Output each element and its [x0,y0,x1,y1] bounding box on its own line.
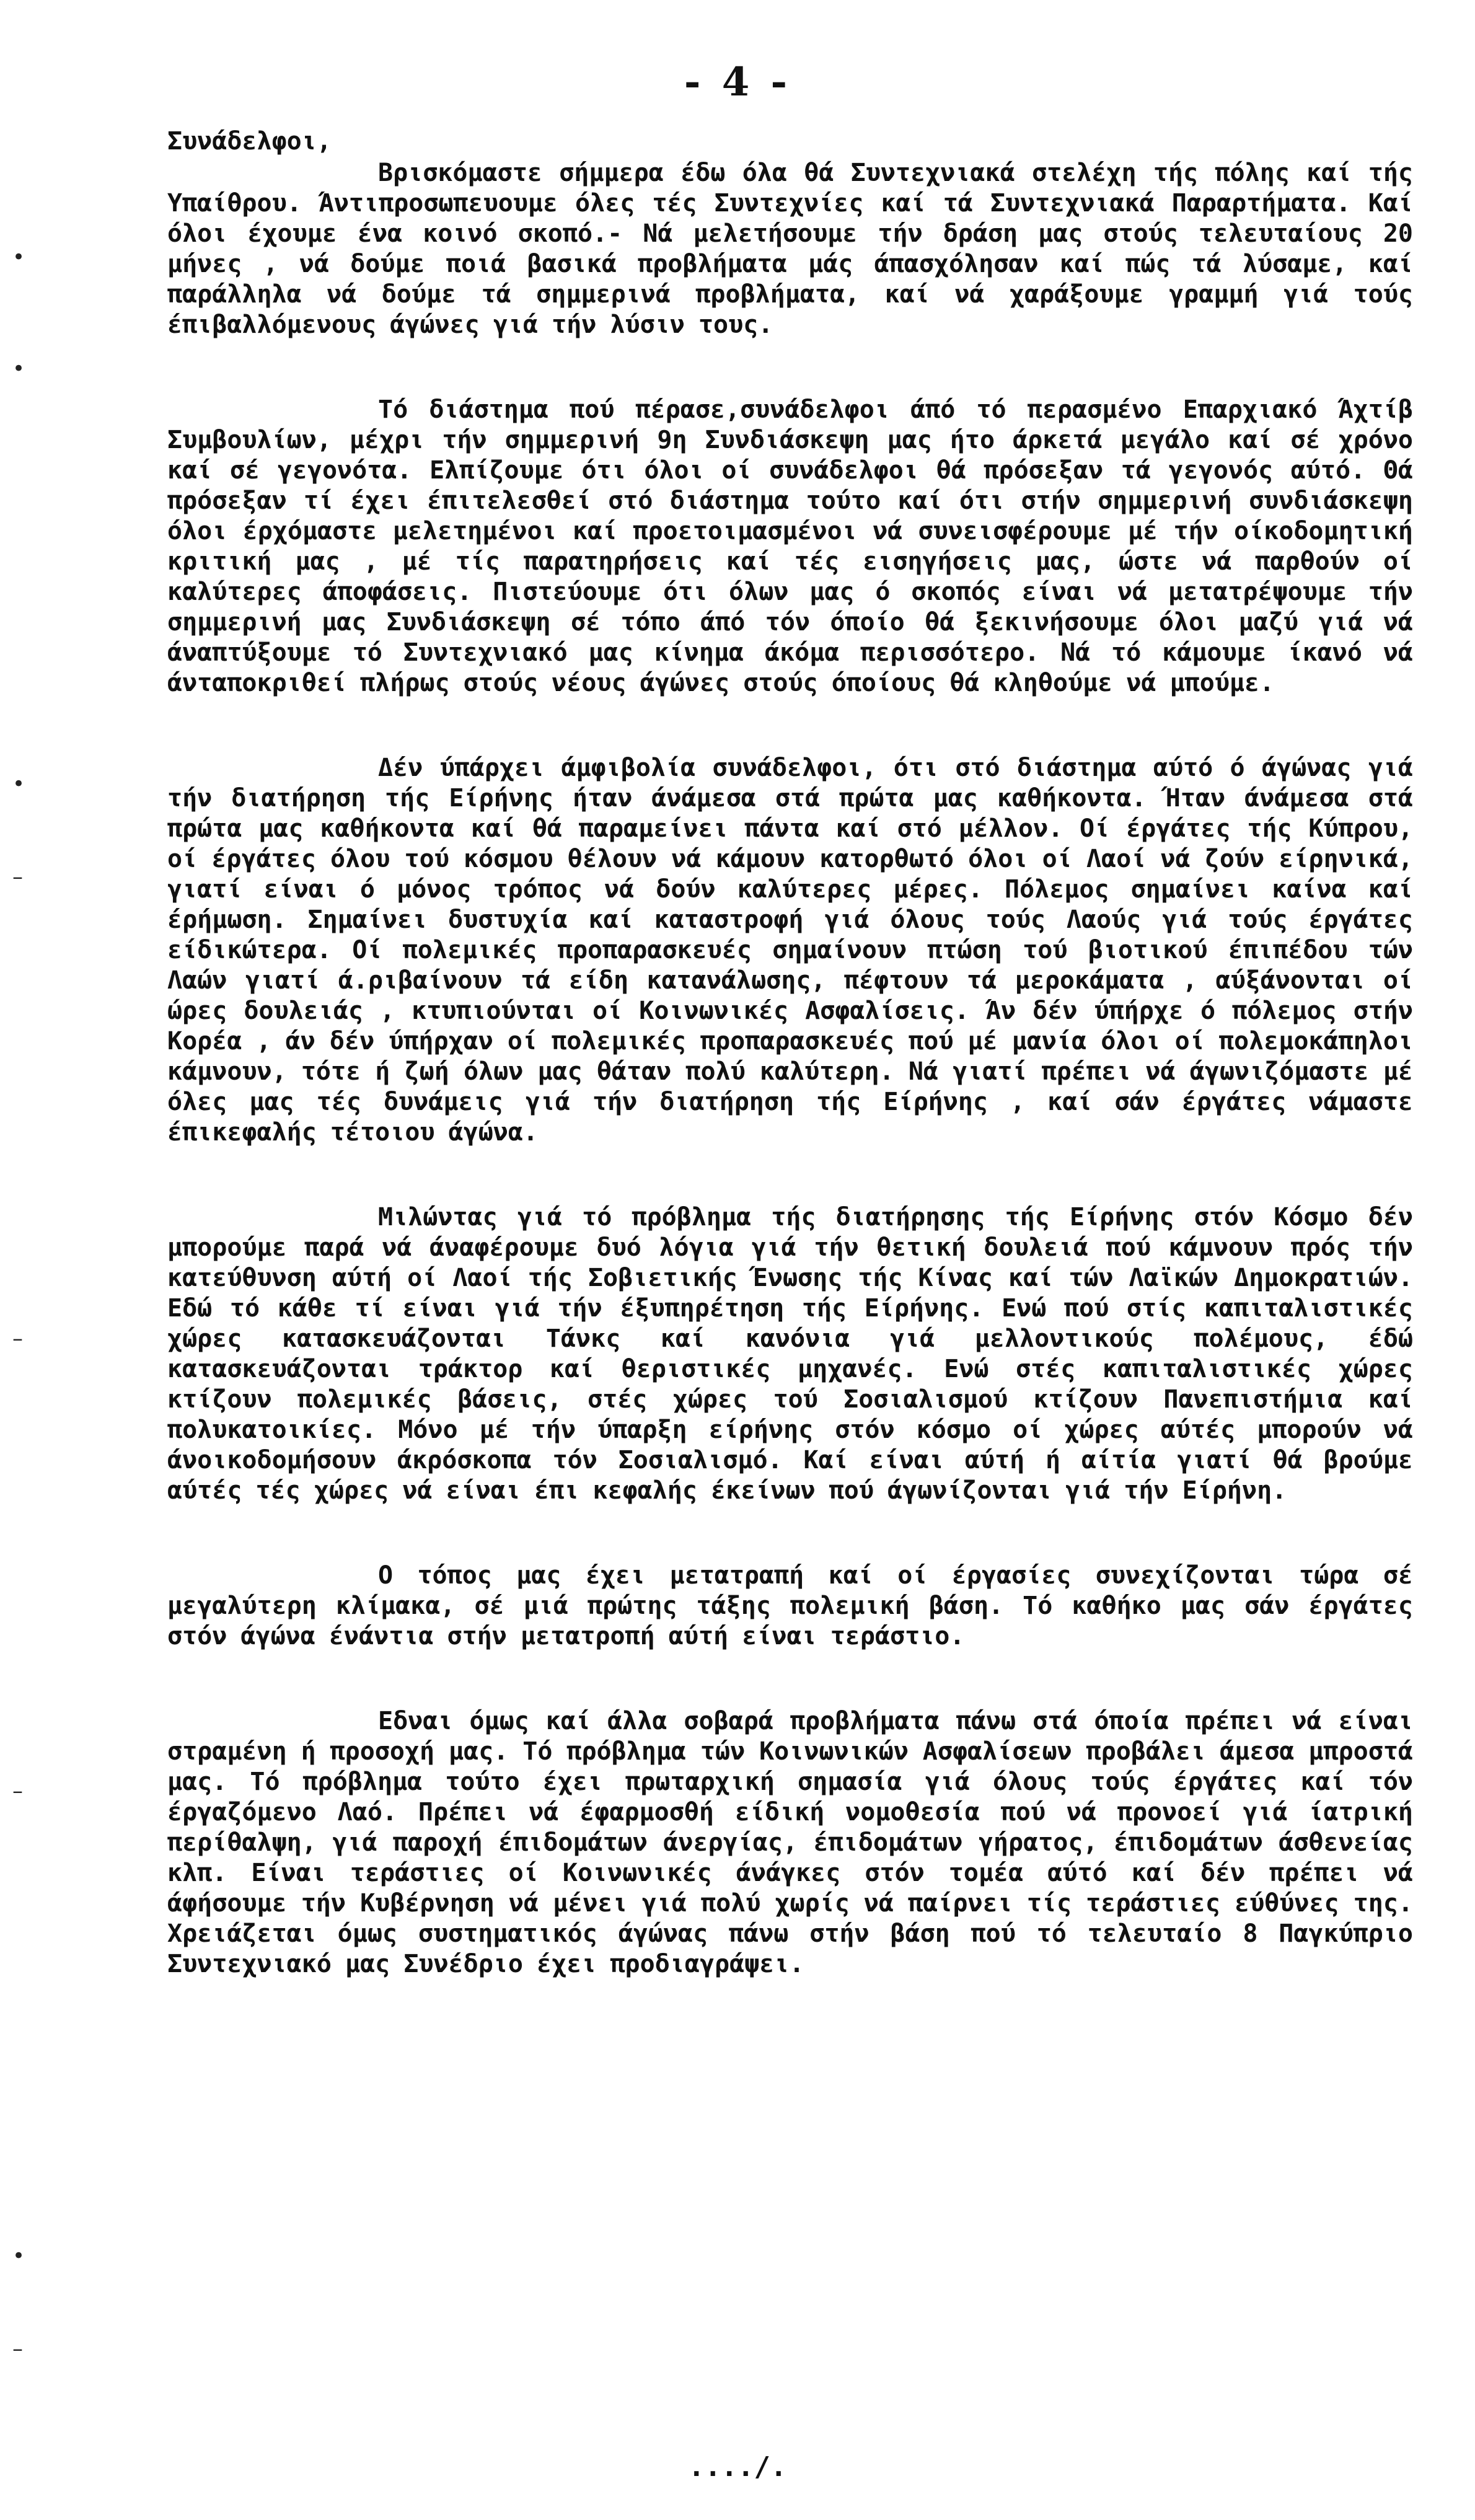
paragraph-3: Δέν ύπάρχει άμφιβολία συνάδελφοι, ότι στό διάστημα αύτό ό άγώνας γιά τήν διατήρηση τής Είρήνης ήταν άνάμεσα στά πρώτα μας καθήκοντα. Ήταν άνάμεσα στά πρώτα μας καθήκοντα καί θά παραμείνει πάντα καί στό μέλλον. Οί έργάτες τής Κύπρου, οί έργάτες όλου τού κόσμου θέλουν νά κάμουν κατορθωτό όλοι οί Λαοί νά ζούν είρηνικά, γιατί είναι ό μόνος τρόπος νά δούν καλύτερες μέρες. Πόλεμος σημαίνει καίνα καί έρήμωση. Σημαίνει δυστυχία καί καταστροφή γιά όλους τούς Λαούς γιά τούς έργάτες είδικώτερα. Οί πολεμικές προπαρασκευές σημαίνουν πτώση τού βιοτικού έπιπέδου τών Λαών γιατί ά.ριβαίνουν τά είδη κατανάλωσης, πέφτουν τά μεροκάματα , αύξάνονται οί ώρες δουλειάς , κτυπιούνται οί Κοινωνικές Ασφαλίσεις. Άν δέν ύπήρχε ό πόλεμος στήν Κορέα , άν δέν ύπήρχαν οί πολεμικές προπαρασκευές πού μέ μανία όλοι οί πολεμοκάπηλοι κάμνουν, τότε ή ζωή όλων μας θάταν πολύ καλύτερη. Νά γιατί πρέπει νά άγωνιζόμαστε μέ όλες μας τές δυνάμεις γιά τήν διατήρηση τής Είρήνης , καί σάν έργάτες νάμαστε έπικεφαλής τέτοιου άγώνα. [167,754,1413,1147]
margin-mark: – [12,1326,23,1351]
paragraph-1: Βρισκόμαστε σήμμερα έδω όλα θά Συντεχνιακά στελέχη τής πόλης καί τής Υπαίθρου. Άντιπροσωπευουμε όλες τές Συντεχνίες καί τά Συντεχνιακά Παραρτήματα. Καί όλοι έχουμε ένα κοινό σκοπό.- Νά μελετήσουμε τήν δράση μας στούς τελευταίους 20 μήνες , νά δούμε ποιά βασικά προβλήματα μάς άπασχόλησαν καί πώς τά λύσαμε, καί παράλληλα νά δούμε τά σημμερινά προβλήματα, καί νά χαράξουμε γραμμή γιά τούς έπιβαλλόμενους άγώνες γιά τήν λύσιν τους. [167,159,1413,339]
body-text [167,158,1413,2034]
margin-mark: – [12,2337,23,2361]
margin-mark: • [12,2244,25,2268]
paragraph-2: Τό διάστημα πού πέρασε,συνάδελφοι άπό τό περασμένο Επαρχιακό Άχτίβ Συμβουλίων, μέχρι τήν σημμερινή 9η Συνδιάσκεψη μας ήτο άρκετά μεγάλο καί σέ χρόνο καί σέ γεγονότα. Ελπίζουμε ότι όλοι οί συνάδελφοι θά πρόσεξαν τά γεγονός αύτό. Θά πρόσεξαν τί έχει έπιτελεσθεί στό διάστημα τούτο καί ότι στήν σημμερινή συνδιάσκεψη όλοι έρχόμαστε μελετημένοι καί προετοιμασμένοι νά συνεισφέρουμε μέ τήν οίκοδομητική κριτική μας , μέ τίς παρατηρήσεις καί τές εισηγήσεις μας, ώστε νά παρθούν οί καλύτερες άποφάσεις. Πιστεύουμε ότι όλων μας ό σκοπός είναι νά μετατρέψουμε τήν σημμερινή μας Συνδιάσκεψη σέ τόπο άπό τόν όποίο θά ξεκινήσουμε όλοι μαζύ γιά νά άναπτύξουμε τό Συντεχνιακό μας κίνημα άκόμα περισσότερο. Νά τό κάμουμε ίκανό νά άνταποκριθεί πλήρως στούς νέους άγώνες στούς όποίους θά κληθούμε νά μπούμε. [167,395,1413,697]
salutation: Συνάδελφοι, [167,127,332,156]
paragraph-5: Ο τόπος μας έχει μετατραπή καί οί έργασίες συνεχίζονται τώρα σέ μεγαλύτερη κλίμακα, σέ μιά πρώτης τάξης πολεμική βάση. Τό καθήκο μας σάν έργάτες στόν άγώνα ένάντια στήν μετατροπή αύτή είναι τεράστιο. [167,1561,1413,1650]
margin-mark: – [12,865,23,889]
page-number: - 4 - [684,59,791,105]
margin-mark: • [12,245,25,270]
margin-mark: • [12,772,25,796]
paragraph-6: Εδναι όμως καί άλλα σοβαρά προβλήματα πάνω στά όποία πρέπει νά είναι στραμένη ή προσοχή μας. Τό πρόβλημα τών Κοινωνικών Ασφαλίσεων προβάλει άμεσα μπροστά μας. Τό πρόβλημα τούτο έχει πρωταρχική σημασία γιά όλους τούς έργάτες καί τόν έργαζόμενο Λαό. Πρέπει νά έφαρμοσθή είδική νομοθεσία πού νά προνοεί γιά ίατρική περίθαλψη, γιά παροχή έπιδομάτων άνεργίας, έπιδομάτων γήρατος, έπιδομάτων άσθενείας κλπ. Είναι τεράστιες οί Κοινωνικές άνάγκες στόν τομέα αύτό καί δέν πρέπει νά άφήσουμε τήν Κυβέρνηση νά μένει γιά πολύ χωρίς νά παίρνει τίς τεράστιες εύθύνες της. Χρειάζεται όμως συστηματικός άγώνας πάνω στήν βάση πού τό τελευταίο 8 Παγκύπριο Συντεχνιακό μας Συνέδριο έχει προδιαγράψει. [167,1707,1413,1978]
margin-mark: • [12,356,25,381]
margin-mark: – [12,1779,23,1804]
paragraph-4: Μιλώντας γιά τό πρόβλημα τής διατήρησης τής Είρήνης στόν Κόσμο δέν μπορούμε παρά νά άναφέρουμε δυό λόγια γιά τήν θετική δουλειά πού κάμνουν πρός τήν κατεύθυνση αύτή οί Λαοί τής Σοβιετικής Ένωσης τής Κίνας καί τών Λαϊκών Δημοκρατιών. Εδώ τό κάθε τί είναι γιά τήν έξυπηρέτηση τής Είρήνης. Ενώ πού στίς καπιταλιστικές χώρες κατασκευάζονται Τάνκς καί κανόνια γιά μελλοντικούς πολέμους, έδώ κατασκευάζονται τράκτορ καί θεριστικές μηχανές. Ενώ στές καπιταλιστικές χώρες κτίζουν πολεμικές βάσεις, στές χώρες τού Σοσιαλισμού κτίζουν Πανεπιστήμια καί πολυκατοικίες. Μόνο μέ τήν ύπαρξη είρήνης στόν κόσμο οί χώρες αύτές μπορούν νά άνοικοδομήσουν άκρόσκοπα τόν Σοσιαλισμό. Καί είναι αύτή ή αίτία γιατί θά βρούμε αύτές τές χώρες νά είναι έπι κεφαλής έκείνων πού άγωνίζονται γιά τήν Είρήνη. [167,1203,1413,1505]
continuation-mark: ..../. [688,2451,787,2483]
